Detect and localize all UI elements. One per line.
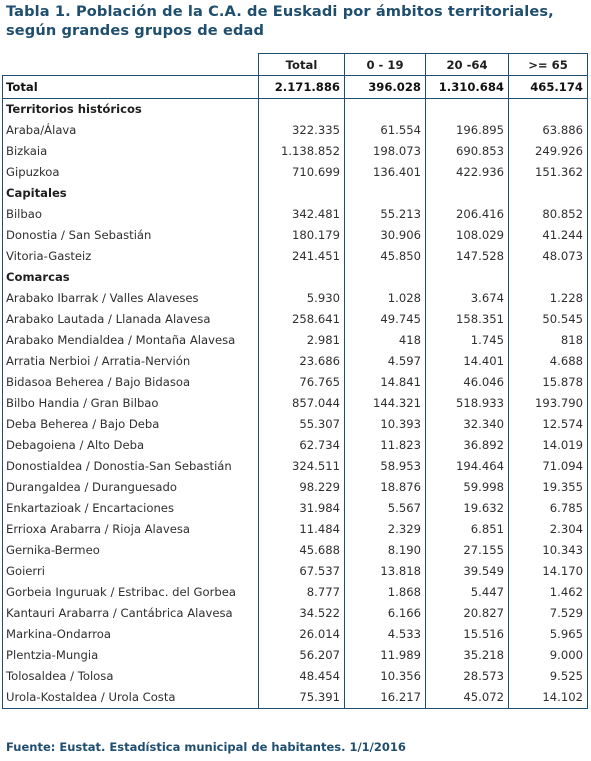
row-label: Donostialdea / Donostia-San Sebastián [3, 456, 259, 477]
row-label: Durangaldea / Duranguesado [3, 477, 259, 498]
cell-20-64: 15.516 [426, 624, 509, 645]
row-label: Araba/Álava [3, 120, 259, 141]
table-row [3, 141, 588, 162]
cell-20-64: 19.632 [426, 498, 509, 519]
cell-20-64: 5.447 [426, 582, 509, 603]
table-row [3, 498, 588, 519]
empty-cell [345, 183, 426, 204]
table-row [3, 288, 588, 309]
row-label: Bilbo Handia / Gran Bilbao [3, 393, 259, 414]
title-line-1: Tabla 1. Población de la C.A. de Euskadi por ámbitos territoriales, [6, 3, 554, 20]
row-label: Arratia Nerbioi / Arratia-Nervión [3, 351, 259, 372]
table-row [3, 309, 588, 330]
cell-0-19: 11.989 [345, 645, 426, 666]
cell-total: 48.454 [259, 666, 345, 687]
cell-0-19: 61.554 [345, 120, 426, 141]
table-row [3, 582, 588, 603]
title-line-2: según grandes grupos de edad [6, 22, 265, 39]
row-label: Goierri [3, 561, 259, 582]
row-label: Urola-Kostaldea / Urola Costa [3, 687, 259, 709]
table-row [3, 666, 588, 687]
cell-0-19: 10.393 [345, 414, 426, 435]
cell-65-plus: 2.304 [509, 519, 588, 540]
cell-total: 56.207 [259, 645, 345, 666]
cell-20-64: 194.464 [426, 456, 509, 477]
cell-20-64: 27.155 [426, 540, 509, 561]
cell-0-19: 45.850 [345, 246, 426, 267]
cell-0-19: 418 [345, 330, 426, 351]
row-label: Enkartazioak / Encartaciones [3, 498, 259, 519]
cell-65-plus: 9.525 [509, 666, 588, 687]
row-label: Bilbao [3, 204, 259, 225]
cell-0-19: 58.953 [345, 456, 426, 477]
cell-20-64: 1.745 [426, 330, 509, 351]
cell-0-19: 14.841 [345, 372, 426, 393]
table-row [3, 330, 588, 351]
cell-0-19: 6.166 [345, 603, 426, 624]
cell-0-19: 10.356 [345, 666, 426, 687]
empty-cell [259, 99, 345, 121]
cell-20-64: 3.674 [426, 288, 509, 309]
column-header-0-19: 0 - 19 [345, 54, 426, 76]
cell-0-19: 144.321 [345, 393, 426, 414]
cell-20-64: 6.851 [426, 519, 509, 540]
cell-0-19: 1.028 [345, 288, 426, 309]
cell-65-plus: 10.343 [509, 540, 588, 561]
section-heading-row [3, 183, 588, 204]
cell-total: 98.229 [259, 477, 345, 498]
cell-20-64: 59.998 [426, 477, 509, 498]
cell-total: 342.481 [259, 204, 345, 225]
section-heading-row [3, 99, 588, 121]
cell-total: 26.014 [259, 624, 345, 645]
row-label: Bizkaia [3, 141, 259, 162]
row-label: Markina-Ondarroa [3, 624, 259, 645]
cell-total: 241.451 [259, 246, 345, 267]
cell-0-19: 18.876 [345, 477, 426, 498]
cell-20-64: 32.340 [426, 414, 509, 435]
cell-0-19: 49.745 [345, 309, 426, 330]
row-label: Gorbeia Inguruak / Estribac. del Gorbea [3, 582, 259, 603]
table-row [3, 561, 588, 582]
row-label: Arabako Lautada / Llanada Alavesa [3, 309, 259, 330]
cell-20-64: 158.351 [426, 309, 509, 330]
cell-total: 258.641 [259, 309, 345, 330]
cell-total: 75.391 [259, 687, 345, 709]
cell-total: 76.765 [259, 372, 345, 393]
table-row [3, 624, 588, 645]
table-row [3, 393, 588, 414]
cell-total: 23.686 [259, 351, 345, 372]
table-row [3, 204, 588, 225]
column-header-20-64: 20 -64 [426, 54, 509, 76]
row-label: Total [3, 76, 259, 99]
cell-0-19: 30.906 [345, 225, 426, 246]
cell-20-64: 147.528 [426, 246, 509, 267]
cell-65-plus: 48.073 [509, 246, 588, 267]
cell-65-plus: 19.355 [509, 477, 588, 498]
table-row [3, 540, 588, 561]
row-label: Debagoiena / Alto Deba [3, 435, 259, 456]
cell-0-19: 55.213 [345, 204, 426, 225]
empty-cell [259, 183, 345, 204]
cell-total: 180.179 [259, 225, 345, 246]
cell-65-plus: 80.852 [509, 204, 588, 225]
empty-cell [345, 267, 426, 288]
cell-0-19: 4.533 [345, 624, 426, 645]
cell-total: 5.930 [259, 288, 345, 309]
section-heading-row [3, 267, 588, 288]
cell-65-plus: 9.000 [509, 645, 588, 666]
table-row [3, 603, 588, 624]
table-row [3, 414, 588, 435]
row-label: Gernika-Bermeo [3, 540, 259, 561]
table-title [6, 2, 586, 40]
cell-65-plus: 465.174 [509, 76, 588, 99]
cell-65-plus: 6.785 [509, 498, 588, 519]
cell-total: 34.522 [259, 603, 345, 624]
cell-total: 8.777 [259, 582, 345, 603]
cell-65-plus: 63.886 [509, 120, 588, 141]
cell-total: 11.484 [259, 519, 345, 540]
cell-total: 857.044 [259, 393, 345, 414]
table-row [3, 645, 588, 666]
cell-65-plus: 71.094 [509, 456, 588, 477]
row-label: Donostia / San Sebastián [3, 225, 259, 246]
table-body [3, 76, 588, 709]
empty-cell [509, 267, 588, 288]
cell-total: 2.171.886 [259, 76, 345, 99]
header-row [3, 54, 588, 76]
cell-20-64: 14.401 [426, 351, 509, 372]
cell-65-plus: 15.878 [509, 372, 588, 393]
cell-0-19: 198.073 [345, 141, 426, 162]
cell-20-64: 422.936 [426, 162, 509, 183]
cell-0-19: 5.567 [345, 498, 426, 519]
cell-20-64: 206.416 [426, 204, 509, 225]
cell-65-plus: 818 [509, 330, 588, 351]
cell-total: 1.138.852 [259, 141, 345, 162]
cell-0-19: 16.217 [345, 687, 426, 709]
cell-20-64: 46.046 [426, 372, 509, 393]
cell-65-plus: 193.790 [509, 393, 588, 414]
cell-total: 710.699 [259, 162, 345, 183]
section-heading: Comarcas [3, 267, 259, 288]
cell-65-plus: 14.170 [509, 561, 588, 582]
cell-total: 67.537 [259, 561, 345, 582]
empty-cell [426, 267, 509, 288]
table-row [3, 351, 588, 372]
row-label: Kantauri Arabarra / Cantábrica Alavesa [3, 603, 259, 624]
cell-20-64: 36.892 [426, 435, 509, 456]
cell-total: 324.511 [259, 456, 345, 477]
population-table [2, 53, 588, 709]
cell-0-19: 8.190 [345, 540, 426, 561]
table-row [3, 477, 588, 498]
row-label: Tolosaldea / Tolosa [3, 666, 259, 687]
cell-65-plus: 14.102 [509, 687, 588, 709]
cell-0-19: 4.597 [345, 351, 426, 372]
table-row [3, 246, 588, 267]
row-label: Arabako Ibarrak / Valles Alaveses [3, 288, 259, 309]
cell-20-64: 1.310.684 [426, 76, 509, 99]
row-label: Errioxa Arabarra / Rioja Alavesa [3, 519, 259, 540]
row-label: Deba Beherea / Bajo Deba [3, 414, 259, 435]
cell-total: 2.981 [259, 330, 345, 351]
section-heading: Territorios históricos [3, 99, 259, 121]
cell-0-19: 11.823 [345, 435, 426, 456]
total-row [3, 76, 588, 99]
cell-65-plus: 4.688 [509, 351, 588, 372]
row-label: Vitoria-Gasteiz [3, 246, 259, 267]
section-heading: Capitales [3, 183, 259, 204]
cell-0-19: 1.868 [345, 582, 426, 603]
cell-total: 31.984 [259, 498, 345, 519]
table-row [3, 162, 588, 183]
row-label: Plentzia-Mungia [3, 645, 259, 666]
cell-20-64: 108.029 [426, 225, 509, 246]
cell-total: 322.335 [259, 120, 345, 141]
cell-20-64: 690.853 [426, 141, 509, 162]
source-note: Fuente: Eustat. Estadística municipal de habitantes. 1/1/2016 [6, 740, 406, 754]
cell-20-64: 39.549 [426, 561, 509, 582]
row-label: Arabako Mendialdea / Montaña Alavesa [3, 330, 259, 351]
empty-cell [426, 99, 509, 121]
cell-0-19: 13.818 [345, 561, 426, 582]
table-row [3, 435, 588, 456]
cell-total: 45.688 [259, 540, 345, 561]
cell-20-64: 196.895 [426, 120, 509, 141]
cell-65-plus: 14.019 [509, 435, 588, 456]
table-row [3, 120, 588, 141]
cell-65-plus: 41.244 [509, 225, 588, 246]
cell-20-64: 35.218 [426, 645, 509, 666]
cell-total: 55.307 [259, 414, 345, 435]
column-header-total: Total [259, 54, 345, 76]
cell-65-plus: 50.545 [509, 309, 588, 330]
empty-cell [509, 99, 588, 121]
cell-0-19: 396.028 [345, 76, 426, 99]
row-label: Gipuzkoa [3, 162, 259, 183]
table-row [3, 456, 588, 477]
cell-65-plus: 1.228 [509, 288, 588, 309]
table-row [3, 372, 588, 393]
row-label: Bidasoa Beherea / Bajo Bidasoa [3, 372, 259, 393]
empty-cell [259, 267, 345, 288]
cell-20-64: 28.573 [426, 666, 509, 687]
table-row [3, 687, 588, 709]
empty-cell [509, 183, 588, 204]
cell-65-plus: 5.965 [509, 624, 588, 645]
cell-65-plus: 12.574 [509, 414, 588, 435]
cell-0-19: 2.329 [345, 519, 426, 540]
cell-0-19: 136.401 [345, 162, 426, 183]
header-blank [3, 54, 259, 76]
cell-65-plus: 7.529 [509, 603, 588, 624]
cell-65-plus: 1.462 [509, 582, 588, 603]
cell-total: 62.734 [259, 435, 345, 456]
cell-65-plus: 151.362 [509, 162, 588, 183]
cell-20-64: 20.827 [426, 603, 509, 624]
table-row [3, 225, 588, 246]
empty-cell [345, 99, 426, 121]
cell-20-64: 45.072 [426, 687, 509, 709]
column-header-65-plus: >= 65 [509, 54, 588, 76]
cell-65-plus: 249.926 [509, 141, 588, 162]
empty-cell [426, 183, 509, 204]
table-row [3, 519, 588, 540]
cell-20-64: 518.933 [426, 393, 509, 414]
